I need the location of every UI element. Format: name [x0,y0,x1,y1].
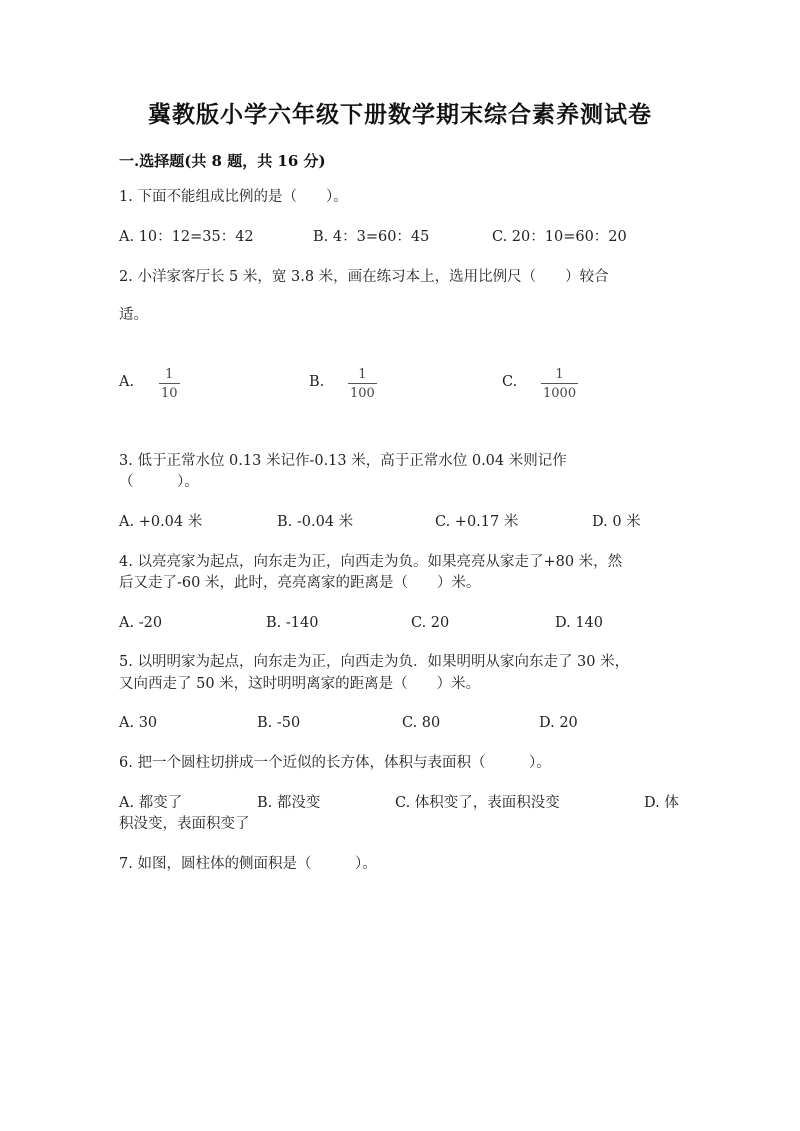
question-2-option-c-fraction [541,367,578,401]
question-2-option-a-label: A. [119,374,135,390]
question-1-option-b: B. 4：3=60：45 [313,229,430,245]
question-1-option-c: C. 20：10=60：20 [492,229,627,245]
question-4-option-a: A. -20 [119,615,163,631]
question-3-text-line1: 3. 低于正常水位 0.13 米记作-0.13 米，高于正常水位 0.04 米则记作 [119,453,567,469]
question-2-option-c-label: C. [502,374,518,390]
question-4-text-line1: 4. 以亮亮家为起点，向东走为正，向西走为负。如果亮亮从家走了+80 米，然 [119,554,623,570]
question-3-option-a: A. +0.04 米 [119,514,203,530]
question-5-option-b: B. -50 [257,715,301,731]
fraction-numerator: 1 [358,367,367,382]
fraction-numerator: 1 [165,367,174,382]
fraction-numerator: 1 [555,367,564,382]
question-4-option-c: C. 20 [411,615,450,631]
question-1-text: 1. 下面不能组成比例的是（ ）。 [119,189,348,205]
question-4-option-d: D. 140 [555,615,604,631]
question-7-text: 7. 如图，圆柱体的侧面积是（ ）。 [119,856,377,872]
question-5-option-d: D. 20 [539,715,578,731]
fraction-denominator: 10 [161,386,178,401]
question-6-option-c: C. 体积变了，表面积没变 [395,795,560,811]
question-1-option-a: A. 10：12=35：42 [119,229,254,245]
fraction-bar [348,383,377,384]
question-6-option-a: A. 都变了 [119,795,183,811]
question-5-option-a: A. 30 [119,715,158,731]
page-title: 冀教版小学六年级下册数学期末综合素养测试卷 [148,101,652,128]
question-2-option-b-fraction [348,367,377,401]
section-heading: 一.选择题(共 8 题，共 16 分) [119,152,326,170]
question-6-option-d-line2: 积没变，表面积变了 [119,816,250,832]
fraction-bar [159,383,180,384]
question-5-text-line2: 又向西走了 50 米，这时明明离家的距离是（ ）米。 [119,676,481,692]
fraction-denominator: 1000 [543,386,577,401]
question-2-text-line2: 适。 [119,307,148,323]
question-6-option-d-line1: D. 体 [644,795,679,811]
question-3-option-d: D. 0 米 [592,514,641,530]
question-5-option-c: C. 80 [402,715,441,731]
question-2-option-a-fraction [159,367,180,401]
question-2-option-b-label: B. [309,374,325,390]
question-4-option-b: B. -140 [266,615,319,631]
question-3-option-b: B. -0.04 米 [277,514,354,530]
fraction-bar [541,383,578,384]
fraction-denominator: 100 [350,386,375,401]
question-6-text: 6. 把一个圆柱切拼成一个近似的长方体，体积与表面积（ ）。 [119,755,551,771]
question-5-text-line1: 5. 以明明家为起点，向东走为正，向西走为负．如果明明从家向东走了 30 米， [119,654,630,670]
question-4-text-line2: 后又走了-60 米，此时，亮亮离家的距离是（ ）米。 [119,575,481,591]
question-3-text-line2: （ ）。 [119,474,199,490]
question-6-option-b: B. 都没变 [257,795,321,811]
question-2-text-line1: 2. 小洋家客厅长 5 米，宽 3.8 米，画在练习本上，选用比例尺（ ）较合 [119,269,609,285]
question-3-option-c: C. +0.17 米 [435,514,519,530]
